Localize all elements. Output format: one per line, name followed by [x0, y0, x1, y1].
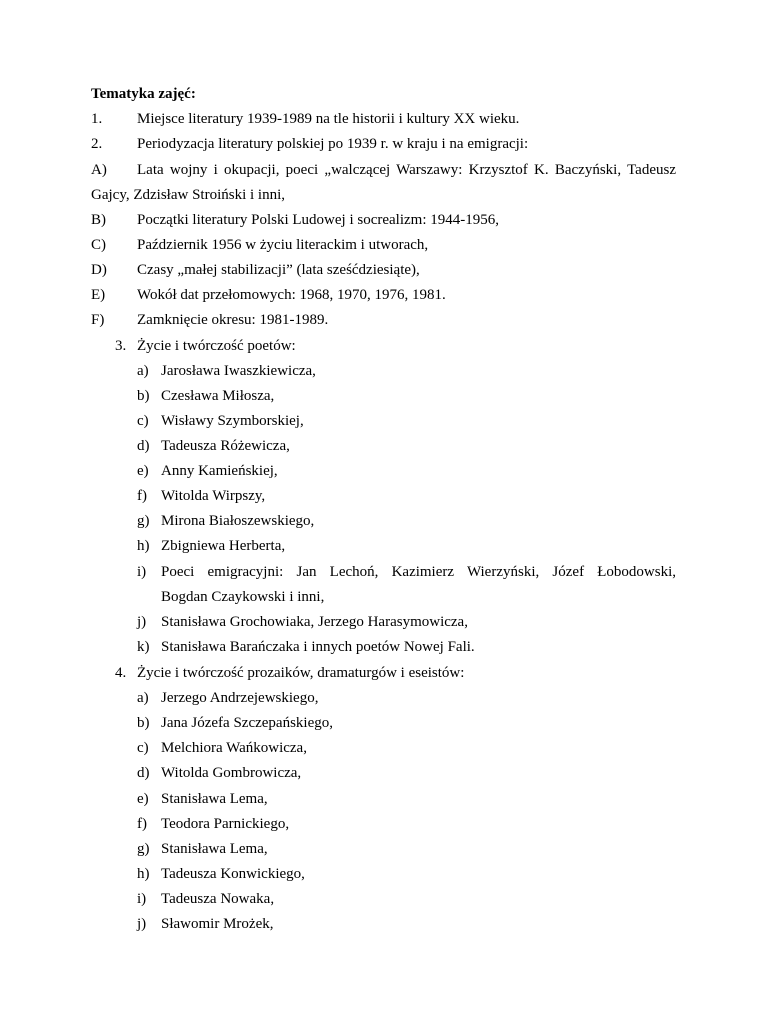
- item-text: Początki literatury Polski Ludowej i socrealizm: 1944-1956,: [137, 212, 500, 228]
- item-marker: i): [137, 891, 147, 907]
- item-text: Zamknięcie okresu: 1981-1989.: [137, 312, 329, 328]
- item-text: Miejsce literatury 1939-1989 na tle historii i kultury XX wieku.: [137, 111, 520, 127]
- item-text: Wisławy Szymborskiej,: [161, 413, 304, 429]
- item-text: Czasy „małej stabilizacji” (lata sześćdziesiąte),: [137, 262, 420, 278]
- item-marker: f): [137, 488, 147, 504]
- document-title: Tematyka zajęć:: [91, 86, 196, 102]
- item-text: Tadeusza Różewicza,: [161, 438, 290, 454]
- item-marker: b): [137, 388, 150, 404]
- section-marker: 4.: [115, 665, 127, 681]
- item-continuation: Bogdan Czaykowski i inni,: [161, 589, 325, 605]
- item-text: Czesława Miłosza,: [161, 388, 275, 404]
- item-marker: c): [137, 413, 149, 429]
- item-text: Teodora Parnickiego,: [161, 816, 290, 832]
- item-marker: i): [137, 564, 147, 580]
- item-marker: B): [91, 212, 106, 228]
- item-text: Stanisława Barańczaka i innych poetów Nowej Fali.: [161, 639, 475, 655]
- item-text: Stanisława Grochowiaka, Jerzego Harasymowicza,: [161, 614, 468, 630]
- item-text: Periodyzacja literatury polskiej po 1939 r. w kraju i na emigracji:: [137, 136, 529, 152]
- item-marker: h): [137, 538, 150, 554]
- item-marker: d): [137, 438, 150, 454]
- item-marker: f): [137, 816, 147, 832]
- item-marker: j): [137, 614, 147, 630]
- item-text: Jerzego Andrzejewskiego,: [161, 690, 319, 706]
- section-text: Życie i twórczość poetów:: [137, 338, 296, 354]
- item-text: Lata wojny i okupacji, poeci „walczącej Warszawy: Krzysztof K. Baczyński, Tadeusz: [137, 162, 676, 178]
- item-marker: c): [137, 740, 149, 756]
- item-marker: F): [91, 312, 105, 328]
- item-marker: d): [137, 765, 150, 781]
- item-marker: C): [91, 237, 106, 253]
- item-text: Jarosława Iwaszkiewicza,: [161, 363, 316, 379]
- item-text: Zbigniewa Herberta,: [161, 538, 286, 554]
- item-text: Poeci emigracyjni: Jan Lechoń, Kazimierz Wierzyński, Józef Łobodowski,: [161, 564, 676, 580]
- item-text: Stanisława Lema,: [161, 791, 268, 807]
- item-text: Tadeusza Konwickiego,: [161, 866, 305, 882]
- item-marker: E): [91, 287, 106, 303]
- item-text: Mirona Białoszewskiego,: [161, 513, 315, 529]
- item-text: Witolda Gombrowicza,: [161, 765, 302, 781]
- item-marker: e): [137, 463, 149, 479]
- item-marker: A): [91, 162, 107, 178]
- item-text: Melchiora Wańkowicza,: [161, 740, 307, 756]
- item-marker: a): [137, 690, 149, 706]
- item-text: Październik 1956 w życiu literackim i utworach,: [137, 237, 429, 253]
- item-marker: j): [137, 916, 147, 932]
- item-marker: h): [137, 866, 150, 882]
- item-continuation: Gajcy, Zdzisław Stroiński i inni,: [91, 187, 286, 203]
- item-marker: b): [137, 715, 150, 731]
- section-text: Życie i twórczość prozaików, dramaturgów i eseistów:: [137, 665, 465, 681]
- item-text: Tadeusza Nowaka,: [161, 891, 275, 907]
- item-marker: a): [137, 363, 149, 379]
- item-text: Anny Kamieńskiej,: [161, 463, 278, 479]
- item-marker: 2.: [91, 136, 103, 152]
- item-marker: g): [137, 513, 150, 529]
- item-text: Jana Józefa Szczepańskiego,: [161, 715, 334, 731]
- item-text: Witolda Wirpszy,: [161, 488, 266, 504]
- item-marker: k): [137, 639, 150, 655]
- item-text: Stanisława Lema,: [161, 841, 268, 857]
- item-text: Sławomir Mrożek,: [161, 916, 274, 932]
- item-marker: 1.: [91, 111, 103, 127]
- item-marker: g): [137, 841, 150, 857]
- item-text: Wokół dat przełomowych: 1968, 1970, 1976, 1981.: [137, 287, 446, 303]
- item-marker: e): [137, 791, 149, 807]
- item-marker: D): [91, 262, 107, 278]
- section-marker: 3.: [115, 338, 127, 354]
